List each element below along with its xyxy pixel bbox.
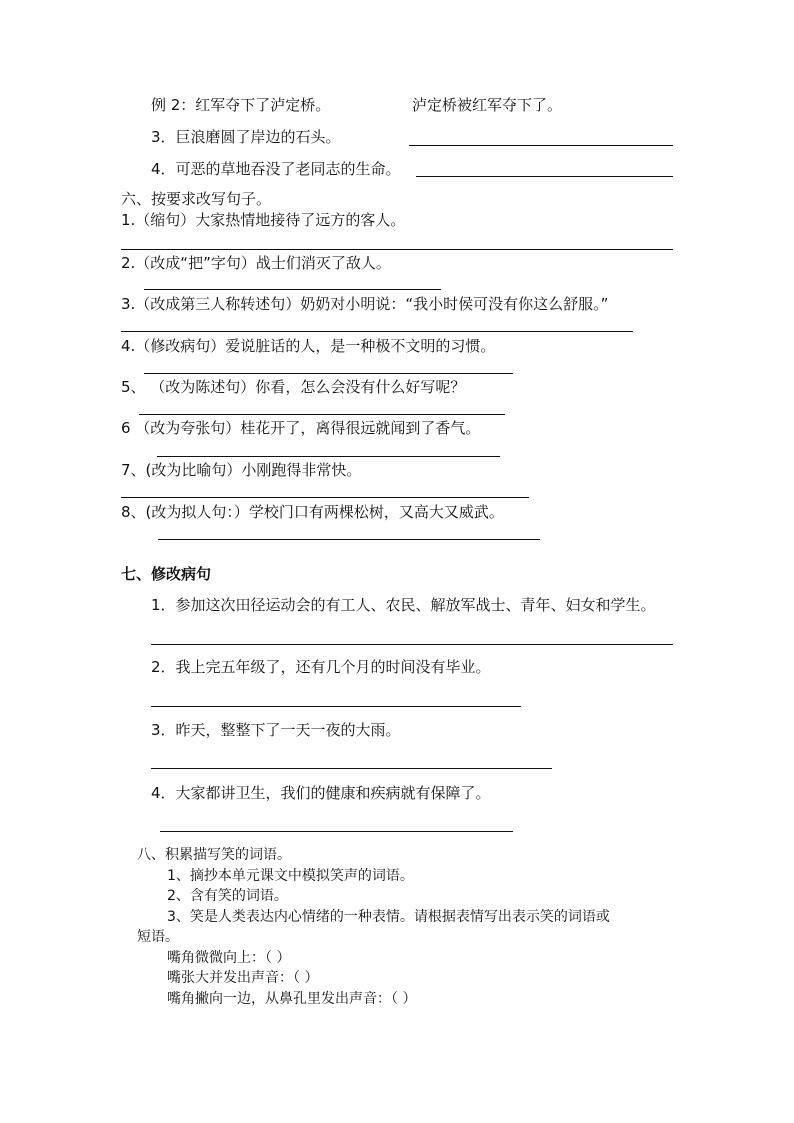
answer-line[interactable]	[416, 176, 673, 177]
section-7-item-3: 3．昨天，整整下了一天一夜的大雨。	[151, 721, 401, 739]
answer-line[interactable]	[158, 539, 540, 540]
section-8-item-2: 2、含有笑的词语。	[167, 888, 288, 904]
section-6-item-6: 6 （改为夸张句）桂花开了，离得很远就闻到了香气。	[121, 419, 481, 437]
section-6-item-8: 8、(改为拟人句：）学校门口有两棵松树，又高大又威武。	[121, 503, 504, 521]
section-6-heading: 六、按要求改写句子。	[121, 190, 272, 208]
section-7-heading: 七、修改病句	[121, 565, 212, 583]
section-6-item-5: 5、 （改为陈述句）你看，怎么会没有什么好写呢？	[121, 378, 466, 396]
section-6-item-2: 2.（改成“把”字句）战士们消灭了敌人。	[121, 254, 391, 272]
example-sentence-passive: 泸定桥被红军夺下了。	[412, 96, 563, 114]
section-7-item-2: 2．我上完五年级了，还有几个月的时间没有毕业。	[151, 658, 491, 676]
expression-item-sneer: 嘴角撇向一边，从鼻孔里发出声音：（ ）	[167, 991, 417, 1007]
section-6-item-1: 1.（缩句）大家热情地接待了远方的客人。	[121, 211, 406, 229]
section-8-item-3: 3、笑是人类表达内心情绪的一种表情。请根据表情写出表示笑的词语或	[167, 909, 610, 925]
answer-line[interactable]	[409, 145, 673, 146]
section-6-item-4: 4.（修改病句）爱说脏话的人，是一种极不文明的习惯。	[121, 337, 496, 355]
answer-line[interactable]	[121, 497, 529, 498]
section-6-item-3: 3.（改成第三人称转述句）奶奶对小明说：“我小时侯可没有你这么舒服。”	[121, 295, 609, 313]
passive-item-4: 4．可恶的草地吞没了老同志的生命。	[151, 160, 401, 178]
section-7-item-4: 4．大家都讲卫生，我们的健康和疾病就有保障了。	[151, 784, 491, 802]
expression-item-smile: 嘴角微微向上：（ ）	[167, 950, 291, 966]
answer-line[interactable]	[121, 249, 673, 250]
section-8-item-3-continued: 短语。	[137, 929, 179, 945]
section-8-heading: 八、积累描写笑的词语。	[137, 847, 291, 863]
answer-line[interactable]	[144, 289, 441, 290]
passive-item-3: 3．巨浪磨圆了岸边的石头。	[151, 128, 341, 146]
answer-line[interactable]	[139, 414, 505, 415]
expression-item-laugh: 嘴张大并发出声音：（ ）	[167, 970, 319, 986]
answer-line[interactable]	[151, 706, 521, 707]
section-8-item-1: 1、摘抄本单元课文中模拟笑声的词语。	[167, 868, 414, 884]
answer-line[interactable]	[151, 644, 673, 645]
answer-line[interactable]	[157, 456, 500, 457]
section-6-item-7: 7、(改为比喻句）小刚跑得非常快。	[121, 461, 362, 479]
answer-line[interactable]	[160, 831, 513, 832]
answer-line[interactable]	[144, 373, 513, 374]
section-7-item-1: 1．参加这次田径运动会的有工人、农民、解放军战士、青年、妇女和学生。	[151, 596, 656, 614]
answer-line[interactable]	[121, 331, 633, 332]
example-sentence-active: 例 2：红军夺下了泸定桥。	[151, 96, 331, 114]
answer-line[interactable]	[151, 768, 552, 769]
